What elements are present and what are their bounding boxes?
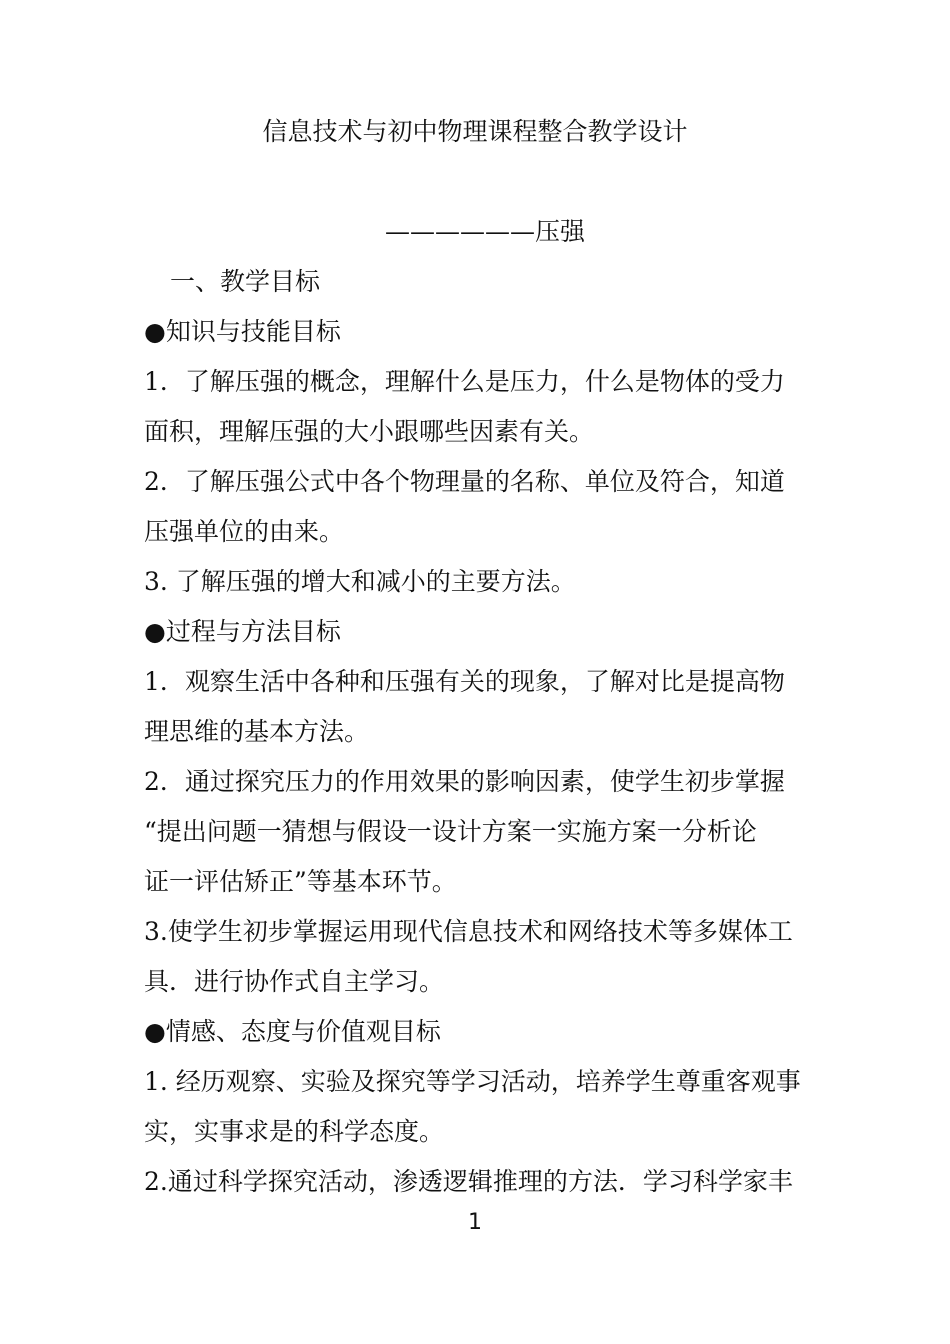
subsection-heading: ●情感、态度与价值观目标 [144, 1017, 441, 1046]
paragraph-line: 3. 了解压强的增大和减小的主要方法。 [144, 567, 576, 596]
paragraph-line: “提出问题一猜想与假设一设计方案一实施方案一分析论 [144, 817, 757, 846]
subsection-heading: ●知识与技能目标 [144, 317, 341, 346]
paragraph-line: 1．观察生活中各种和压强有关的现象，了解对比是提高物 [144, 667, 785, 696]
paragraph-line: 2.通过科学探究活动，渗透逻辑推理的方法．学习科学家丰 [144, 1167, 793, 1196]
section-heading: 一、教学目标 [170, 267, 321, 296]
paragraph-line: 3.使学生初步掌握运用现代信息技术和网络技术等多媒体工 [144, 917, 793, 946]
paragraph-line: 1．了解压强的概念，理解什么是压力，什么是物体的受力 [144, 367, 785, 396]
paragraph-line: 具．进行协作式自主学习。 [144, 967, 445, 996]
paragraph-line: 2．通过探究压力的作用效果的影响因素，使学生初步掌握 [144, 767, 785, 796]
document-title: 信息技术与初中物理课程整合教学设计 [262, 117, 688, 146]
page-number: 1 [468, 1210, 482, 1235]
paragraph-line: 1. 经历观察、实验及探究等学习活动，培养学生尊重客观事 [144, 1067, 801, 1096]
paragraph-line: 理思维的基本方法。 [144, 717, 370, 746]
paragraph-line: 2．了解压强公式中各个物理量的名称、单位及符合，知道 [144, 467, 785, 496]
paragraph-line: 实，实事求是的科学态度。 [144, 1117, 445, 1146]
paragraph-line: 证一评估矫正”等基本环节。 [144, 867, 457, 896]
paragraph-line: 压强单位的由来。 [144, 517, 345, 546]
document-subtitle: ——————压强 [385, 217, 586, 246]
subsection-heading: ●过程与方法目标 [144, 617, 341, 646]
paragraph-line: 面积，理解压强的大小跟哪些因素有关。 [144, 417, 595, 446]
